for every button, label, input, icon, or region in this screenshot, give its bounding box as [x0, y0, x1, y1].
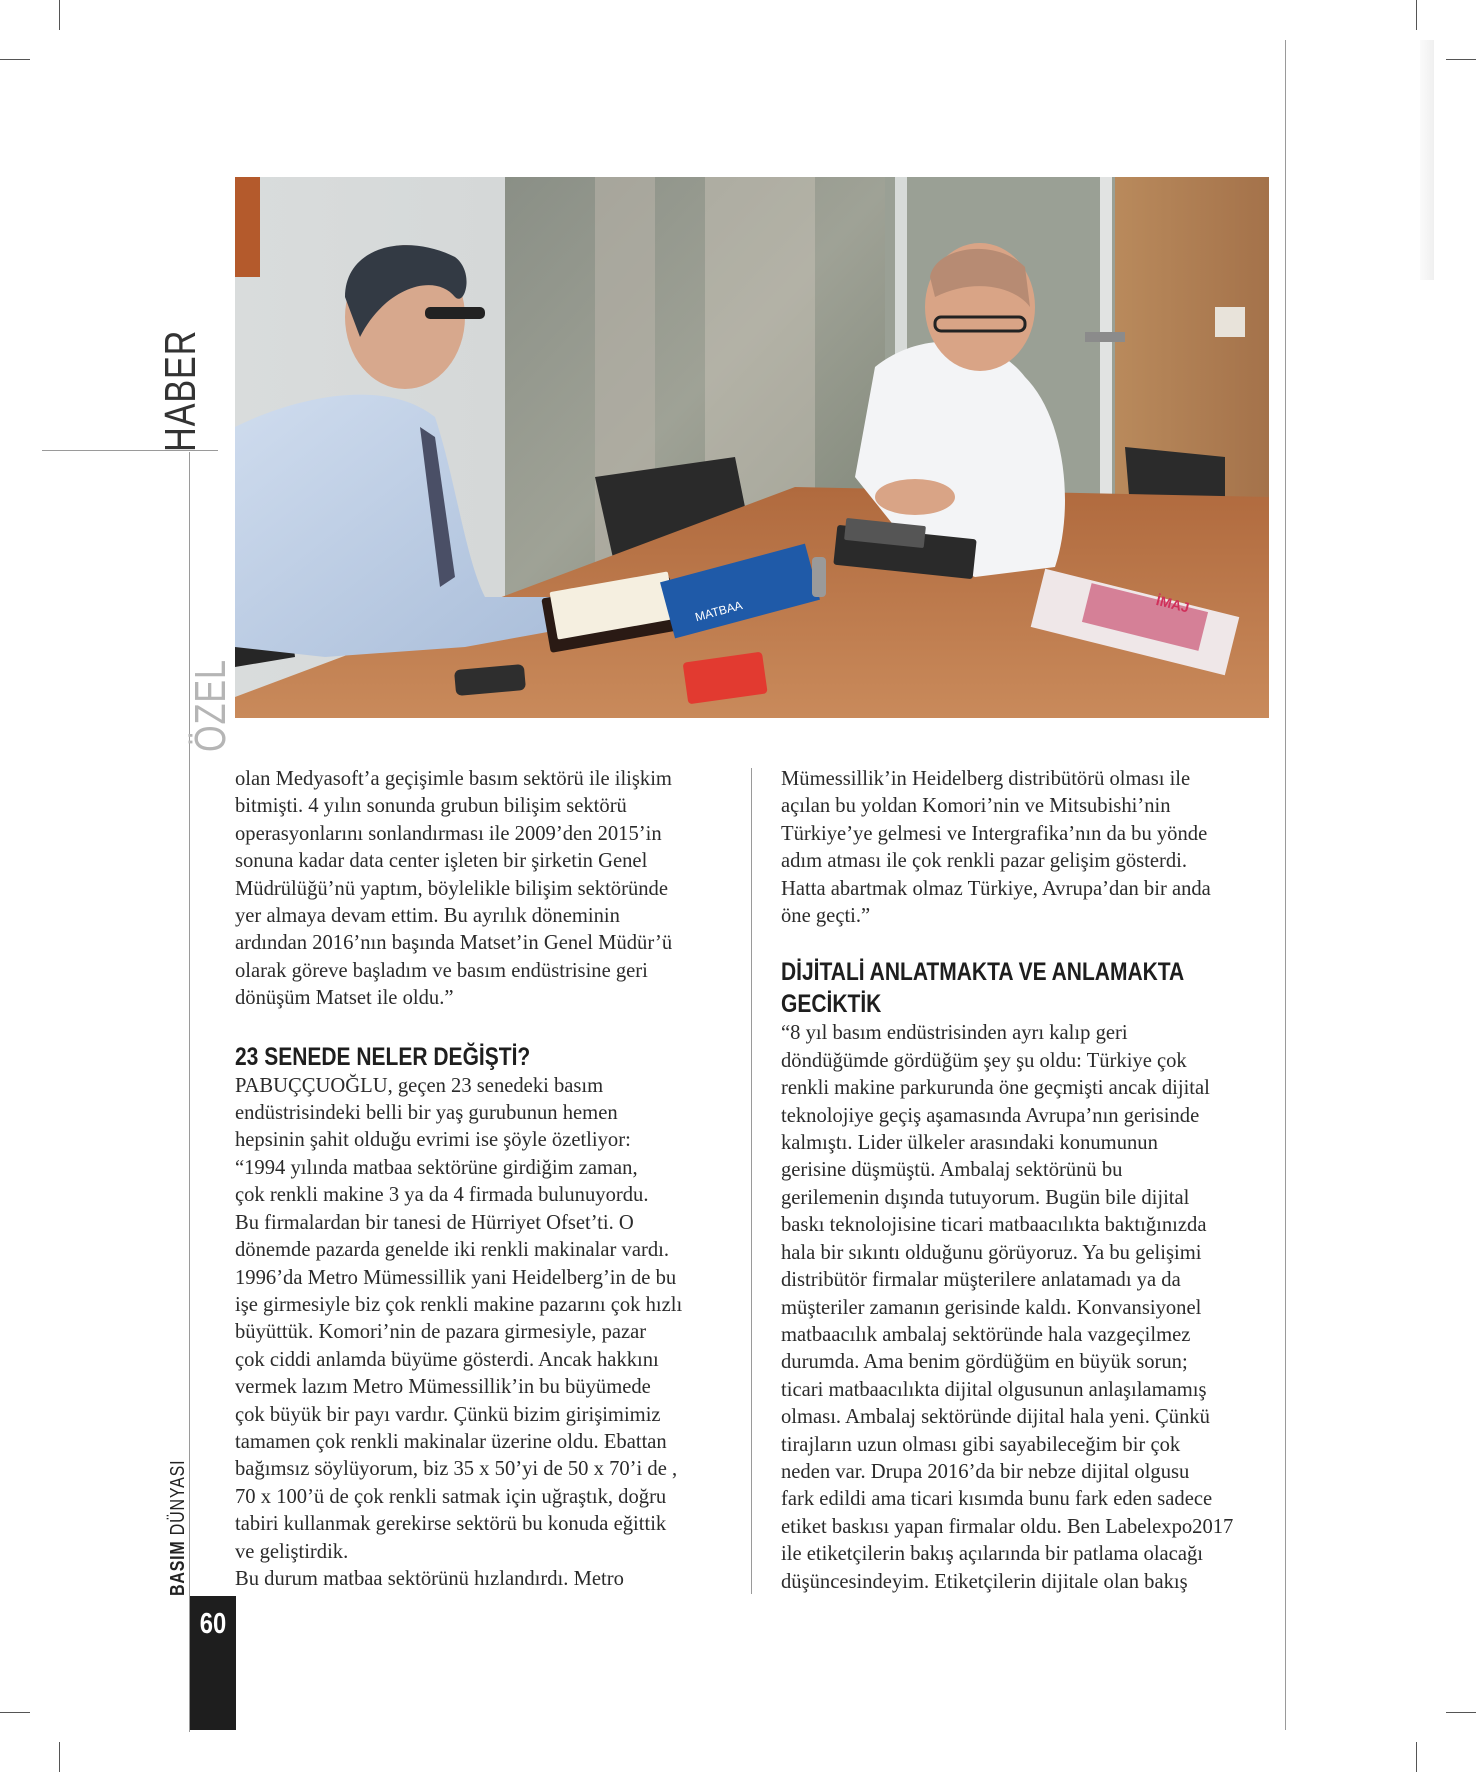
right-heading-line-1: DİJİTALİ ANLATMAKTA VE ANLAMAKTA: [781, 958, 1185, 987]
text-line: çok ciddi anlamda büyüme gösterdi. Ancak hakkını: [235, 1348, 659, 1371]
text-line: öne geçti.”: [781, 905, 871, 928]
text-line: tabiri kullanmak gerekirse sektörü bu konuda eğittik: [235, 1513, 667, 1536]
text-line: düşüncesindeyim. Etiketçilerin dijitale olan bakış: [781, 1570, 1188, 1593]
magazine-name-bold: BASIM: [167, 1540, 189, 1596]
text-line: ticari matbaacılıkta dijital olgusunun anlaşılamamış: [781, 1378, 1207, 1401]
right-column: [781, 766, 1271, 1596]
text-line: kalmıştı. Lider ülkeler arasındaki konumunun: [781, 1132, 1158, 1155]
text-line: hala bir sıkıntı olduğunu görüyoruz. Ya bu gelişimi: [781, 1241, 1202, 1264]
text-line: açılan bu yoldan Komori’nin ve Mitsubishi’nin: [781, 795, 1171, 818]
text-line: bitmişti. 4 yılın sonunda grubun bilişim sektörü: [235, 795, 627, 818]
text-line: tamamen çok renkli makinalar üzerine oldu. Ebattan: [235, 1430, 667, 1453]
text-line: hepsinin şahit olduğu evrimi ise şöyle özetliyor:: [235, 1129, 631, 1152]
photo-magazine-cover-left: MATBAA: [693, 598, 744, 625]
crop-mark: [1416, 1742, 1417, 1772]
left-body: [235, 1073, 735, 1594]
right-margin-rule: [1285, 40, 1286, 1730]
crop-mark: [59, 1742, 60, 1772]
text-line: fark edildi ama ticari kısımda bunu fark eden sadece: [781, 1488, 1213, 1511]
crop-mark: [1446, 59, 1476, 60]
text-line: ve geliştirdik.: [235, 1540, 349, 1563]
text-line: adım atması ile çok renkli pazar gelişim gösterdi.: [781, 850, 1188, 873]
text-line: baskı teknolojisine ticari matbaacılıkta baktığınızda: [781, 1214, 1207, 1237]
right-body: [781, 1020, 1271, 1596]
text-line: Hatta abartmak olmaz Türkiye, Avrupa’dan bir anda: [781, 877, 1211, 900]
interview-photo: [235, 177, 1269, 718]
text-line: olması. Ambalaj sektöründe dijital hala yeni. Çünkü: [781, 1406, 1210, 1429]
column-divider: [751, 768, 752, 1594]
text-line: Mümessillik’in Heidelberg distribütörü olması ile: [781, 768, 1191, 790]
photo-magazine-cover-right: İMAJ: [1154, 591, 1191, 616]
text-line: bağımsız söylüyorum, biz 35 x 50’yi de 50 x 70’i de ,: [235, 1458, 678, 1481]
text-line: 1996’da Metro Mümessillik yani Heidelberg’in de bu: [235, 1266, 677, 1289]
text-line: müşteriler zamanın gerisinde kaldı. Konvansiyonel: [781, 1296, 1202, 1319]
right-heading-line-2: GECİKTİK: [781, 990, 882, 1019]
text-line: “8 yıl basım endüstrisinden ayrı kalıp geri: [781, 1022, 1128, 1045]
text-line: gerilemenin dışında tutuyorum. Bugün bile dijital: [781, 1186, 1190, 1209]
text-line: 70 x 100’ü de çok renkli satmak için uğraştık, doğru: [235, 1485, 667, 1508]
edge-shadow: [1420, 40, 1434, 280]
text-line: ile etiketçilerin bakış açılarında bir patlama olacağı: [781, 1543, 1203, 1566]
text-line: dönüşüm Matset ile oldu.”: [235, 987, 454, 1010]
text-line: olarak göreve başladım ve basım endüstrisine geri: [235, 959, 648, 982]
crop-mark: [0, 1712, 30, 1713]
text-line: durumda. Ama benim gördüğüm en büyük sorun;: [781, 1351, 1188, 1374]
crop-mark: [59, 0, 60, 30]
text-line: etiket baskısı yapan firmalar oldu. Ben Labelexpo2017: [781, 1515, 1234, 1538]
text-line: operasyonlarını sonlandırması ile 2009’den 2015’in: [235, 822, 662, 845]
text-line: işe girmesiyle biz çok renkli makine pazarını çok hızlı: [235, 1293, 683, 1316]
text-line: dönemde pazarda genelde iki renkli makinalar vardı.: [235, 1239, 669, 1262]
left-heading: 23 SENEDE NELER DEĞİŞTİ?: [235, 1042, 531, 1071]
section-label-ozel: ÖZEL: [186, 659, 235, 752]
right-intro: [781, 766, 1271, 930]
text-line: PABUÇÇUOĞLU, geçen 23 senedeki basım: [235, 1074, 604, 1097]
text-line: vermek lazım Metro Mümessillik’in bu büyümede: [235, 1376, 651, 1399]
text-line: distribütör firmalar müşterilere anlatamadı ya da: [781, 1269, 1181, 1292]
crop-mark: [1416, 0, 1417, 30]
text-line: endüstrisindeki belli bir yaş gurubunun hemen: [235, 1102, 618, 1125]
text-line: sonuna kadar data center işleten bir şirketin Genel: [235, 850, 648, 873]
text-line: çok büyük bir payı vardır. Çünkü bizim girişimimiz: [235, 1403, 661, 1426]
text-line: renkli makine parkurunda öne geçmişti ancak dijital: [781, 1077, 1210, 1100]
text-line: yer almaya devam ettim. Bu ayrılık döneminin: [235, 905, 620, 928]
section-label-haber: HABER: [156, 329, 205, 452]
text-line: matbaacılık ambalaj sektöründe hala vazgeçilmez: [781, 1323, 1191, 1346]
page-number: 60: [199, 1608, 227, 1640]
left-column: [235, 766, 735, 1593]
text-line: Müdrülüğü’nü yaptım, böylelikle bilişim sektöründe: [235, 877, 668, 900]
text-line: Bu firmalardan bir tanesi de Hürriyet Ofset’ti. O: [235, 1211, 634, 1234]
magazine-name: [167, 1460, 190, 1596]
text-line: Türkiye’ye gelmesi ve Intergrafika’nın da bu yönde: [781, 822, 1208, 845]
text-line: Bu durum matbaa sektörünü hızlandırdı. Metro: [235, 1567, 624, 1590]
left-intro: [235, 766, 735, 1013]
text-line: çok renkli makine 3 ya da 4 firmada bulunuyordu.: [235, 1184, 649, 1207]
text-line: gerisine düşmüştü. Ambalaj sektörünü bu: [781, 1159, 1123, 1182]
text-line: olan Medyasoft’a geçişimle basım sektörü ile ilişkim: [235, 768, 672, 790]
crop-mark: [0, 59, 30, 60]
text-line: tirajların uzun olması gibi sayabileceğim bir çok: [781, 1433, 1181, 1456]
text-line: döndüğümde gördüğüm şey şu oldu: Türkiye çok: [781, 1049, 1187, 1072]
magazine-name-light: DÜNYASI: [167, 1459, 189, 1536]
crop-mark: [1446, 1712, 1476, 1713]
text-line: teknolojiye geçiş aşamasında Avrupa’nın gerisinde: [781, 1104, 1200, 1127]
text-line: neden var. Drupa 2016’da bir nebze dijital olgusu: [781, 1460, 1190, 1483]
text-line: büyüttük. Komori’nin de pazara girmesiyle, pazar: [235, 1321, 647, 1344]
text-line: ardından 2016’nın başında Matset’in Genel Müdür’ü: [235, 932, 673, 955]
text-line: “1994 yılında matbaa sektörüne girdiğim zaman,: [235, 1156, 638, 1179]
